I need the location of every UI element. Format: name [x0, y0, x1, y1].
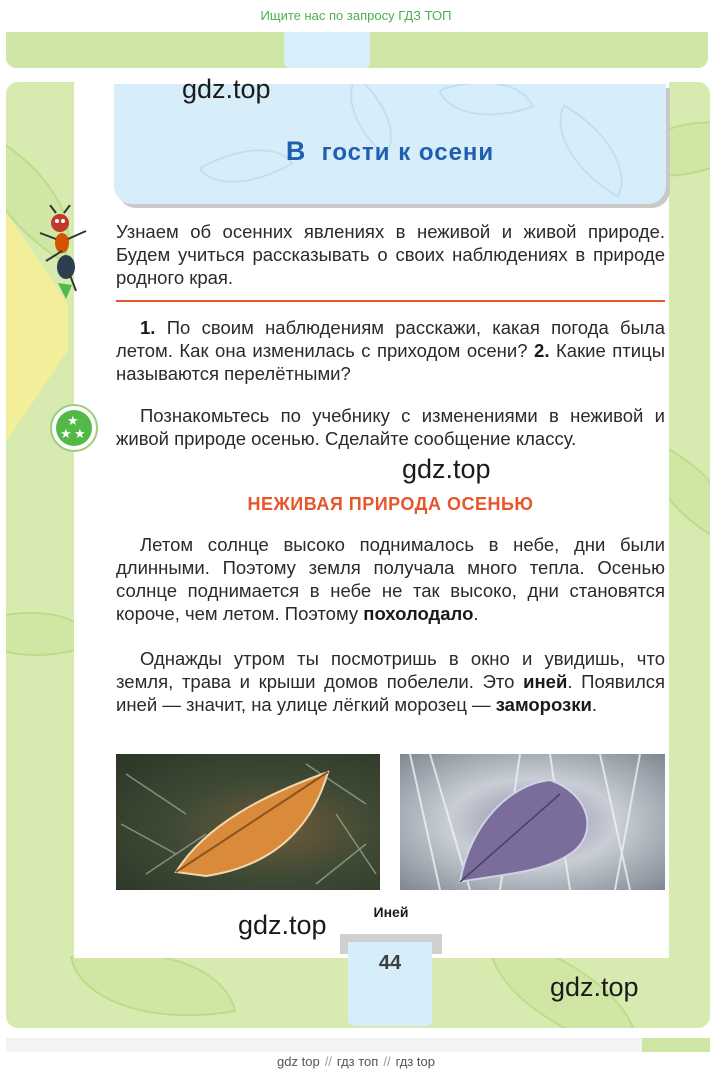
watermark: gdz.top: [182, 74, 271, 104]
paragraph-1-bold: похолодало: [363, 603, 474, 624]
top-banner: [0, 0, 712, 32]
paragraph-2-end: .: [591, 694, 598, 715]
footer-link-3[interactable]: гдз top: [395, 1054, 435, 1069]
page-number-tab: [348, 942, 432, 1026]
watermark: gdz.top: [402, 454, 491, 484]
top-tab: [284, 32, 370, 68]
paragraph-2: [116, 647, 665, 716]
task-text: Познакомьтесь по учебнику с изменениями в неживой и живой природе осенью. Сделайте сообщение классу.: [116, 405, 665, 449]
star-icon: ★: [67, 413, 79, 428]
footer-separator: //: [324, 1054, 332, 1069]
bottom-strip: [6, 1038, 710, 1052]
footer-link-2[interactable]: гдз топ: [336, 1054, 379, 1069]
decor-leaf-outline: [438, 84, 534, 136]
stars-badge-icon: [50, 404, 98, 452]
footer-link-1[interactable]: gdz top: [277, 1054, 320, 1069]
footer-links: [0, 1054, 712, 1069]
question-1-text: По своим наблюдениям расскажи, какая погода была летом. Как она изменилась с приходом осени?: [116, 317, 665, 361]
paragraph-1-text: Летом солнце высоко поднималось в небе, дни были длинными. Поэтому земля получала много тепла. Осенью солнце поднимается в небе не так высоко, дни становятся короче, чем летом. Поэтому: [116, 534, 665, 624]
paragraph-1: [116, 533, 665, 625]
question-2-number: 2.: [534, 340, 550, 361]
photo-caption: Иней: [373, 904, 409, 920]
question-2-text: Какие птицы называются перелётными?: [116, 340, 666, 384]
paragraph-2-bold-2: заморозки: [495, 694, 592, 715]
top-strip: [6, 32, 708, 68]
purple-leaf-image: [400, 754, 665, 890]
watermark: gdz.top: [550, 972, 639, 1002]
lesson-title-rest: гости к осени: [321, 139, 495, 166]
paragraph-2-a: Однажды утром ты посмотришь в окно и увидишь, что земля, трава и крыши домов побелели. Это: [116, 648, 665, 692]
watermark: gdz.top: [238, 910, 327, 940]
paragraph-2-b: . Появился иней — значит, на улице лёгкий морозец —: [116, 671, 666, 715]
intro-text: Узнаем об осенних явлениях в неживой и живой природе. Будем учиться рассказывать о своих наблюдениях в природе родного края.: [116, 221, 665, 288]
question-1-number: 1.: [140, 317, 156, 338]
star-icon: ★: [60, 426, 72, 441]
paragraph-1-end: .: [473, 603, 479, 624]
questions-block: [116, 316, 665, 385]
red-divider: [116, 300, 665, 302]
frost-leaf-photo-1: [116, 754, 380, 890]
footer-separator: //: [383, 1054, 391, 1069]
paragraph-2-bold-1: иней: [523, 671, 568, 692]
bottom-strip-green: [642, 1038, 710, 1052]
orange-leaf-image: [116, 754, 380, 890]
badge-inner: [56, 410, 92, 446]
page-number: 44: [378, 952, 402, 974]
section-title: НЕЖИВАЯ ПРИРОДА ОСЕНЬЮ: [247, 494, 534, 514]
star-icon: ★: [74, 426, 86, 441]
frost-leaf-photo-2: [400, 754, 665, 890]
lesson-title: [114, 136, 666, 167]
ant-mascot-icon: [36, 205, 96, 300]
top-banner-text: Ищите нас по запросу ГДЗ ТОП: [260, 8, 452, 23]
lesson-title-first: В: [285, 136, 307, 166]
